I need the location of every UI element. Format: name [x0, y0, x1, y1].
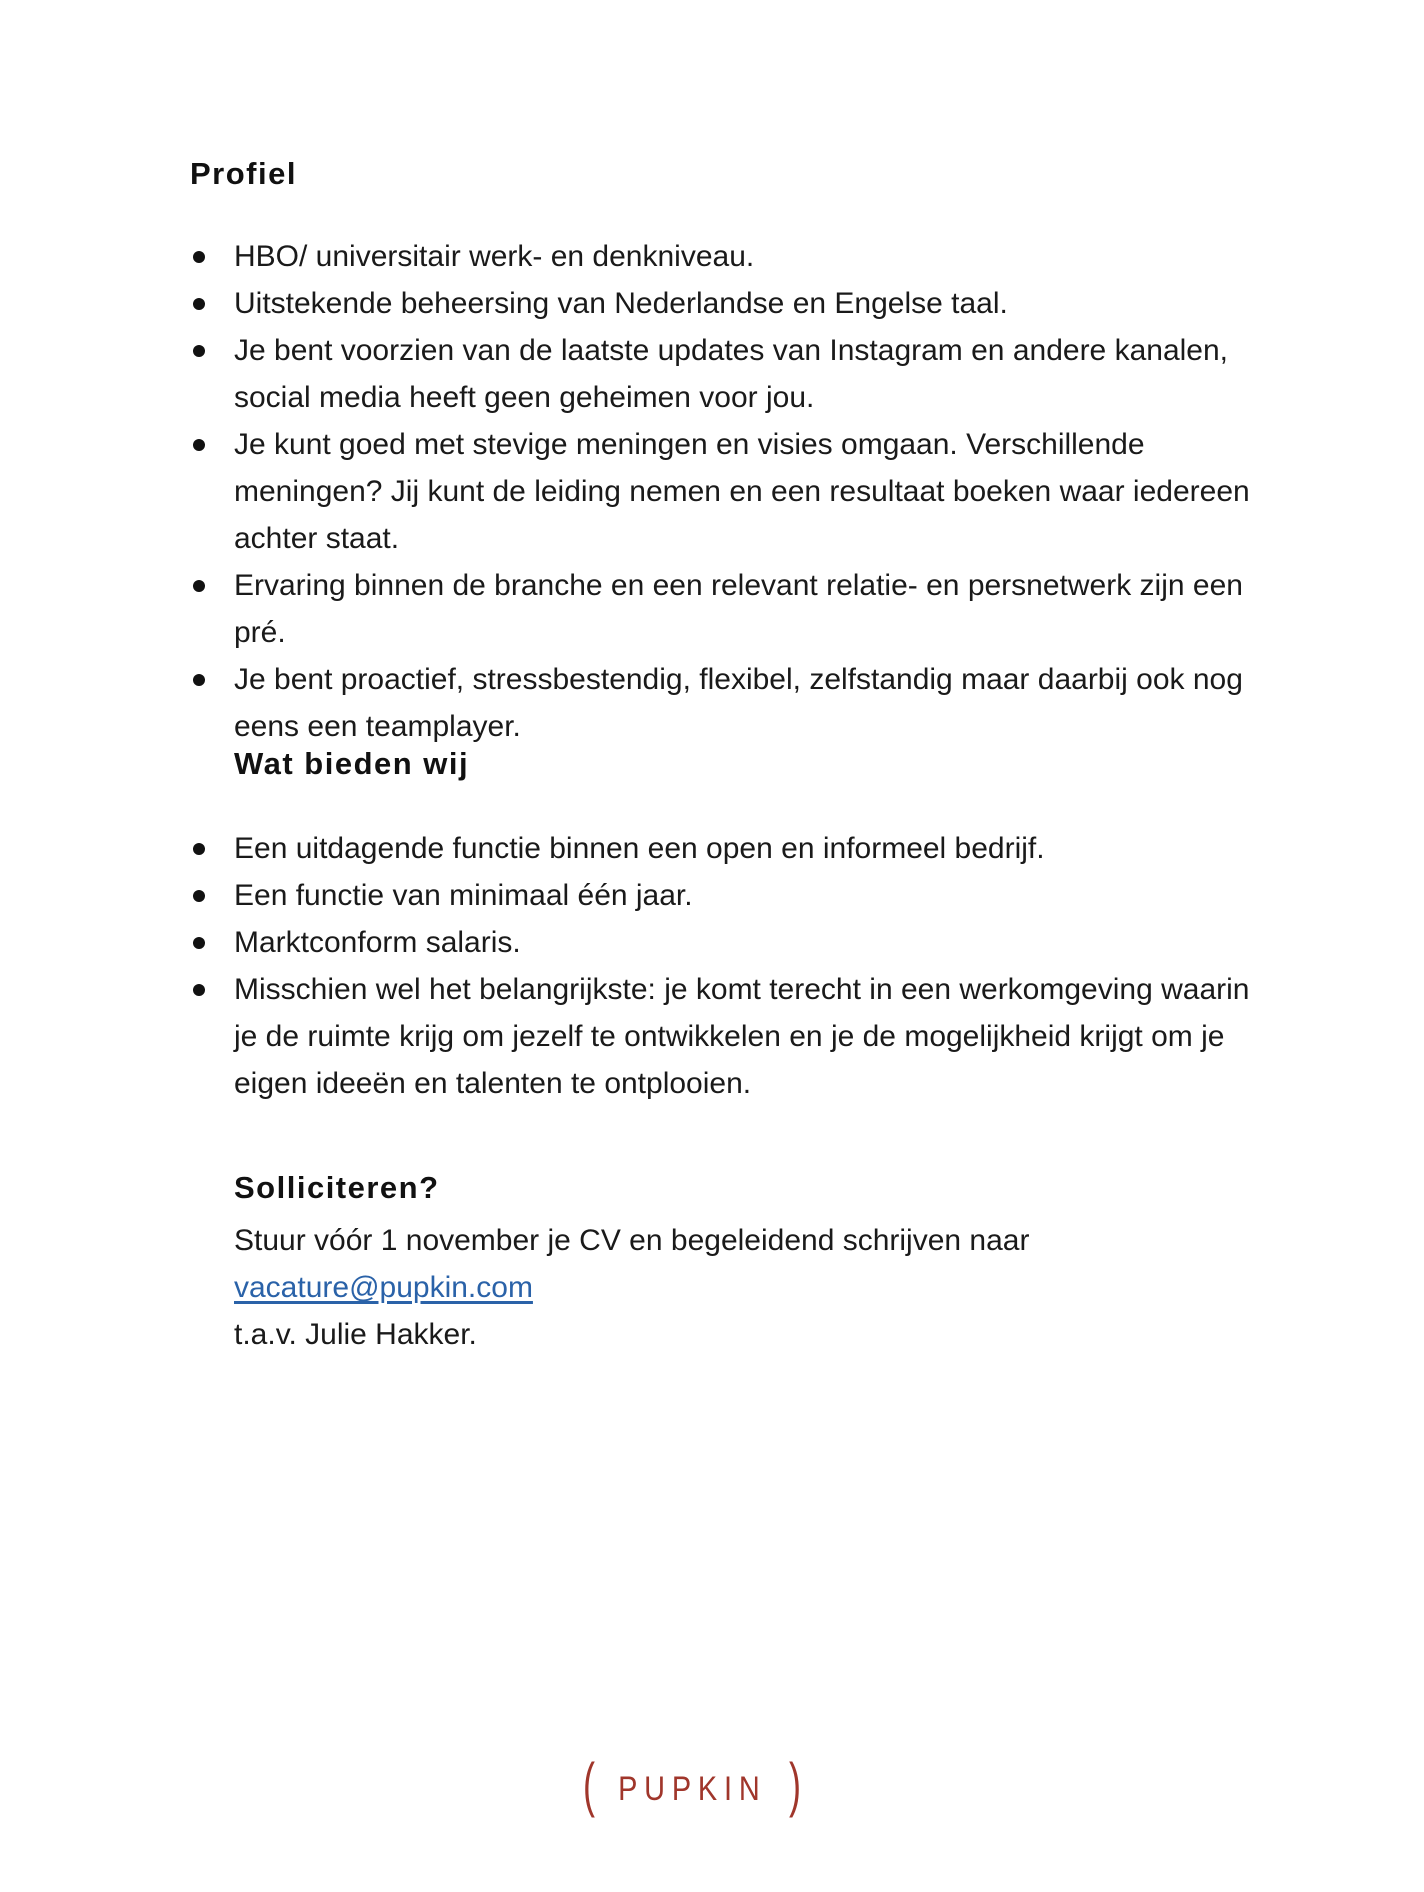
offer-item-text: Een functie van minimaal één jaar.	[234, 879, 693, 912]
offer-item-text: Een uitdagende functie binnen een open en informeel bedrijf.	[234, 832, 1045, 865]
offer-heading: Wat bieden wij	[234, 746, 470, 781]
offer-item-text: Marktconform salaris.	[234, 926, 521, 959]
apply-recipient: t.a.v. Julie Hakker.	[234, 1318, 477, 1351]
profile-item	[0, 327, 1424, 421]
profile-item-text: HBO/ universitair werk- en denkniveau.	[234, 240, 755, 273]
bullet-icon	[193, 298, 205, 310]
apply-paragraph	[234, 1217, 1274, 1358]
profile-item-text: Ervaring binnen de branche en een relevant relatie- en persnetwerk zijn een pré.	[234, 569, 1243, 649]
logo-name: PUPKIN	[617, 1769, 767, 1808]
bullet-icon	[193, 251, 205, 263]
profile-item	[0, 421, 1424, 562]
profile-item-text: Uitstekende beheersing van Nederlandse en Engelse taal.	[234, 287, 1008, 320]
bullet-icon	[193, 580, 205, 592]
profile-item	[0, 233, 1424, 280]
bullet-icon	[193, 937, 205, 949]
email-link[interactable]: vacature@pupkin.com	[234, 1271, 533, 1304]
offer-item	[0, 919, 1424, 966]
profile-item	[0, 562, 1424, 656]
bullet-icon	[193, 345, 205, 357]
profile-item	[0, 656, 1424, 750]
bullet-icon	[193, 674, 205, 686]
profile-heading: Profiel	[190, 156, 297, 191]
bullet-icon	[193, 439, 205, 451]
profile-item-text: Je bent voorzien van de laatste updates van Instagram en andere kanalen, social media heeft geen geheimen voor jou.	[234, 334, 1228, 414]
apply-text: Stuur vóór 1 november je CV en begeleidend schrijven naar	[234, 1224, 1030, 1257]
bullet-icon	[193, 843, 205, 855]
profile-item	[0, 280, 1424, 327]
offer-item	[0, 825, 1424, 872]
bullet-icon	[193, 984, 205, 996]
logo-close-paren: )	[789, 1751, 802, 1818]
apply-heading: Solliciteren?	[234, 1170, 440, 1205]
offer-item	[0, 966, 1424, 1107]
logo-open-paren: (	[582, 1751, 595, 1818]
offer-item-text: Misschien wel het belangrijkste: je komt terecht in een werkomgeving waarin je de ruimte krijg om jezelf te ontwikkelen en je de mogelijkheid krijgt om je eigen ideeën en talenten te ontplooien.	[234, 973, 1250, 1100]
bullet-icon	[193, 890, 205, 902]
profile-list	[0, 233, 1424, 750]
profile-item-text: Je bent proactief, stressbestendig, flexibel, zelfstandig maar daarbij ook nog eens een teamplayer.	[234, 663, 1243, 743]
offer-list	[0, 825, 1424, 1107]
offer-item	[0, 872, 1424, 919]
profile-item-text: Je kunt goed met stevige meningen en visies omgaan. Verschillende meningen? Jij kunt de leiding nemen en een resultaat boeken waar iedereen achter staat.	[234, 428, 1250, 555]
pupkin-logo	[582, 1740, 802, 1830]
